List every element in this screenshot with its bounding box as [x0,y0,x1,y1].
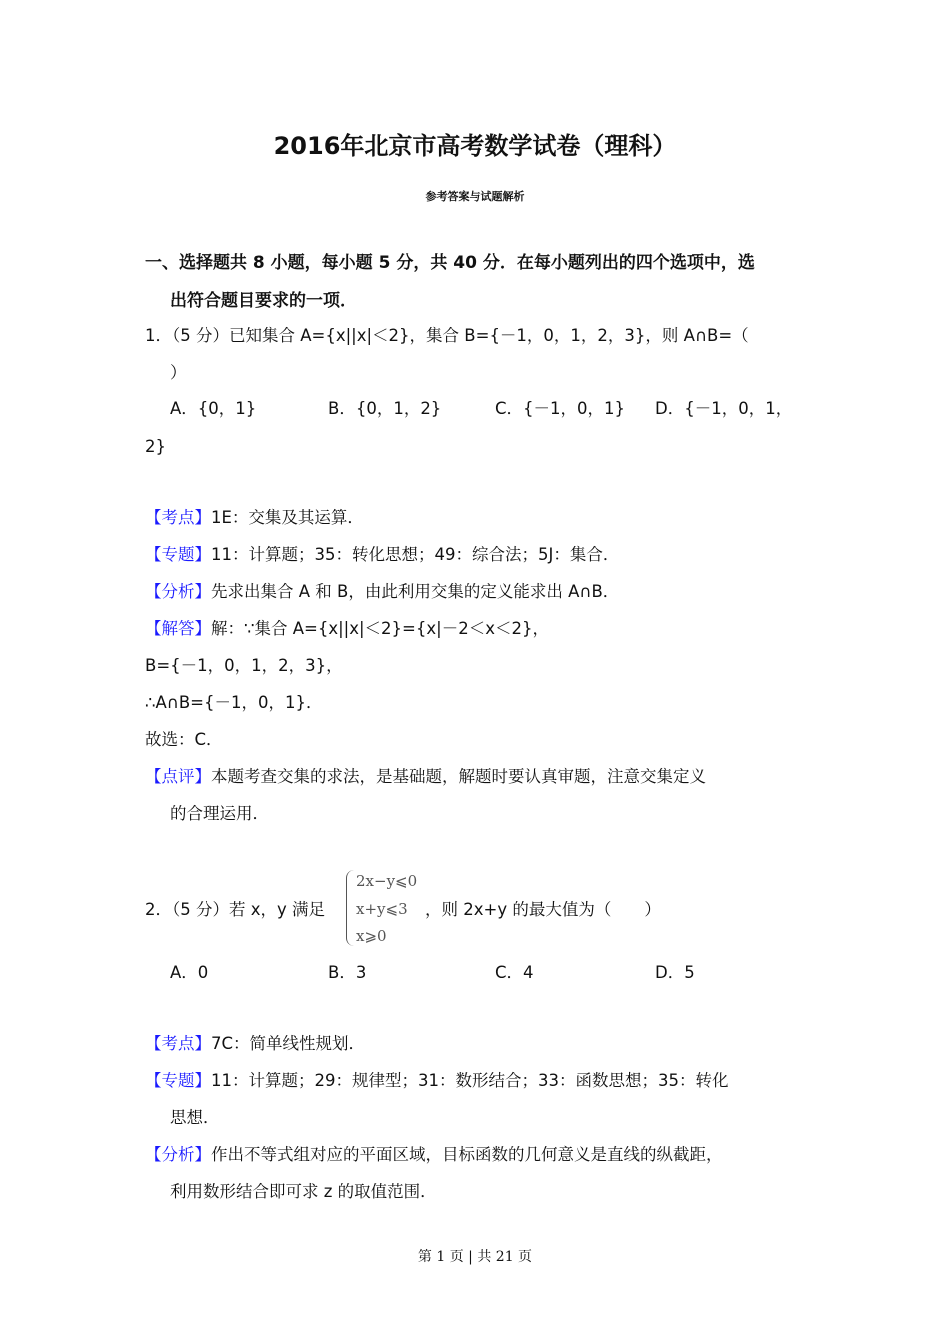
q2-option-d: D．5 [655,963,695,982]
q2-kaodian: 【考点】7C：简单线性规划． [145,1034,366,1053]
q2-zhuanti: 【专题】11：计算题；29：规律型；31：数形结合；33：函数思想；35：转化 [145,1071,729,1090]
label: 【分析】 [145,1145,211,1164]
q1-zhuanti: 【专题】11：计算题；35：转化思想；49：综合法；5J：集合． [145,545,620,564]
q1-dianping-cont: 的合理运用． [170,804,269,823]
q1-option-a: A．{0，1} [170,399,257,418]
label: 【分析】 [145,582,211,601]
q1-jieda-3: ∴A∩B={－1，0，1}． [145,693,323,712]
q1-option-b: B．{0，1，2} [328,399,442,418]
brace-icon [346,870,355,946]
q1-kaodian: 【考点】1E：交集及其运算． [145,508,364,527]
q2-option-a: A．0 [170,963,209,982]
section-heading-cont: 出符合题目要求的一项． [170,291,357,311]
q1-jieda-4: 故选：C． [145,730,223,749]
q1-stem: 1．（5 分）已知集合 A={x||x|＜2}，集合 B={－1，0，1，2，3}，则 A∩B=（ [145,326,749,345]
q2-option-b: B．3 [328,963,367,982]
q2-stem-post: ，则 2x+y 的最大值为（ ） [425,900,661,919]
q1-fenxi: 【分析】先求出集合 A 和 B，由此利用交集的定义能求出 A∩B． [145,582,620,601]
q1-jieda-2: B={－1，0，1，2，3}， [145,656,343,675]
page-title: 2016年北京市高考数学试卷（理科） [273,132,677,160]
document-page: 2016年北京市高考数学试卷（理科） 参考答案与试题解析 一、选择题共 8 小题，每小题 5 分，共 40 分．在每小题列出的四个选项中，选 出符合题目要求的一项． 1．（5 分）已知集合 A={x||x|＜2}，集合 B={－1，0，1，2，3}，则 A∩B=（ ） A．{0，1} B．{0，1，2} C．{－1，0，1} D．{－1，0，1， 2} 【考点】1E：交集及其运算． 【专题】11：计算题；35：转化思想；49：综合法；5J：集合． 【分析】先求出集合 A 和 B，由此利用交集的定义能求出 A∩B． 【解答】解：∵集合 A={x||x|＜2}={x|－2＜x＜2}， B={－1，0，1，2，3}， ∴A∩B={－1，0，1}． 故选：C． 【点评】本题考查交集的求法，是基础题，解题时要认真审题，注意交集定义 的合理运用． 2．（5 分）若 x，y 满足 2x−y⩽0 x+y⩽3 x⩾0 ，则 2x+y 的最大值为（ ） A．0 B．3 C．4 D．5 【考点】7C：简单线性规划． 【专题】11：计算题；29：规律型；31：数形结合；33：函数思想；35：转化 思想． 【分析】作出不等式组对应的平面区域，目标函数的几何意义是直线的纵截距， 利用数形结合即可求 z 的取值范围． 第 1 页 | 共 21 页 [0,0,950,1344]
label: 【解答】 [145,619,211,638]
q2-stem-pre: 2．（5 分）若 x，y 满足 [145,900,326,919]
q1-dianping: 【点评】本题考查交集的求法，是基础题，解题时要认真审题，注意交集定义 [145,767,706,786]
subtitle: 参考答案与试题解析 [425,190,525,203]
label: 【专题】 [145,545,211,564]
q2-fenxi: 【分析】作出不等式组对应的平面区域，目标函数的几何意义是直线的纵截距， [145,1145,723,1164]
label: 【专题】 [145,1071,211,1090]
q2-zhuanti-cont: 思想． [170,1108,220,1127]
q1-jieda: 【解答】解：∵集合 A={x||x|＜2}={x|－2＜x＜2}， [145,619,549,638]
section-heading: 一、选择题共 8 小题，每小题 5 分，共 40 分．在每小题列出的四个选项中，选 [145,253,755,273]
q2-option-c: C．4 [495,963,534,982]
label: 【点评】 [145,767,211,786]
q2-fenxi-cont: 利用数形结合即可求 z 的取值范围． [170,1182,437,1201]
q1-option-d: D．{－1，0，1， [655,399,793,418]
q1-option-c: C．{－1，0，1} [495,399,626,418]
q1-option-d-cont: 2} [145,437,166,456]
page-footer: 第 1 页 | 共 21 页 [417,1249,533,1265]
label: 【考点】 [145,508,211,527]
q1-stem-cont: ） [170,363,187,382]
label: 【考点】 [145,1034,211,1053]
